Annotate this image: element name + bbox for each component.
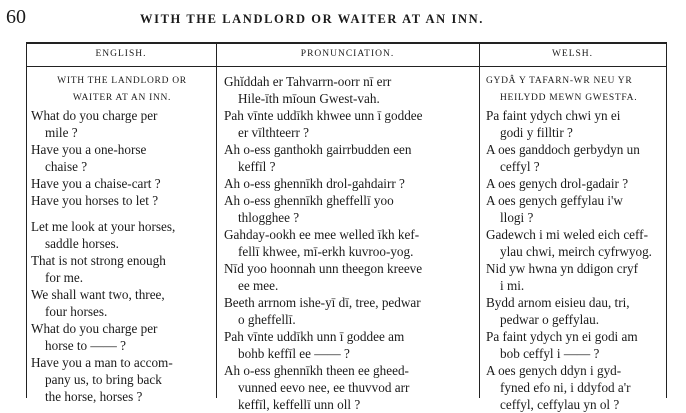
phrase-line: Ghĭddah er Tahvarrn-oorr nī err xyxy=(224,74,392,89)
phrase-line: A oes genych drol-gadair ? xyxy=(486,176,629,191)
page-number: 60 xyxy=(6,6,26,28)
phrase-line: A oes ganddoch gerbydyn un xyxy=(486,142,640,157)
phrase-line: Beeth arrnom ishe-yī dī, tree, pedwar xyxy=(224,295,421,310)
section-heading: WITH THE LANDLORD OR xyxy=(57,76,187,86)
column-rule xyxy=(479,42,480,398)
phrase-line: bob ceffyl i —— ? xyxy=(500,346,600,361)
phrase-line: fyned efo ni, i ddyfod a'r xyxy=(500,380,631,395)
phrase-line: Nīd yoo hoonnah unn theegon kreeve xyxy=(224,261,423,276)
phrase-line: A oes genych geffylau i'w xyxy=(486,193,623,208)
phrase-line: Gahday-ookh ee mee welled īkh kef- xyxy=(224,227,420,242)
column-header-pronunciation: PRONUNCIATION. xyxy=(300,49,395,59)
phrase-line: Have you a man to accom- xyxy=(31,355,173,370)
phrase-line: Hile-īth mīoun Gwest-vah. xyxy=(238,91,380,106)
section-heading: GYDÂ Y TAFARN-WR NEU YR xyxy=(486,76,633,86)
phrase-line: fellī khwee, mī-erkh kuvroo-yog. xyxy=(238,244,414,259)
phrase-line: ylau chwi, meirch cyfrwyog. xyxy=(500,244,652,259)
phrase-line: Pah vīnte uddīkh khwee unn ī goddee xyxy=(224,108,423,123)
phrase-line: o gheffellī. xyxy=(238,312,296,327)
phrase-line: That is not strong enough xyxy=(31,253,166,268)
phrase-line: Ah o-ess ghennīkh theen ee gheed- xyxy=(224,363,409,378)
section-heading: WAITER AT AN INN. xyxy=(72,93,172,103)
phrase-line: What do you charge per xyxy=(31,321,158,336)
phrase-line: ee mee. xyxy=(238,278,279,293)
phrase-line: We shall want two, three, xyxy=(31,287,165,302)
header-rule xyxy=(26,66,666,67)
phrase-line: thlogghee ? xyxy=(238,210,300,225)
phrase-line: keffīl, keffellī unn oll ? xyxy=(238,397,361,412)
phrase-line: Have you a chaise-cart ? xyxy=(31,176,161,191)
column-rule xyxy=(26,42,27,398)
running-head: WITH THE LANDLORD OR WAITER AT AN INN. xyxy=(140,12,484,26)
phrase-line: vunned eevo nee, ee thuvvod arr xyxy=(238,380,410,395)
welsh-column xyxy=(486,73,664,413)
phrase-line: Have you a one-horse xyxy=(31,142,147,157)
phrase-line: chaise ? xyxy=(45,159,88,174)
phrase-line: Pa faint ydych yn ei godi am xyxy=(486,329,638,344)
phrase-line: Pa faint ydych chwi yn ei xyxy=(486,108,621,123)
phrase-line: the horse, horses ? xyxy=(45,389,143,404)
pronunciation-column xyxy=(224,73,476,413)
column-rule xyxy=(666,42,667,398)
phrase-line: i mi. xyxy=(500,278,525,293)
phrase-line: A oes genych ddyn i gyd- xyxy=(486,363,622,378)
english-column xyxy=(31,73,213,405)
phrase-line: Ah o-ess ghennīkh drol-gahdairr ? xyxy=(224,176,405,191)
phrase-table xyxy=(26,42,666,412)
column-header-english: ENGLISH. xyxy=(95,49,147,59)
phrase-line: Pah vīnte uddīkh unn ī goddee am xyxy=(224,329,405,344)
phrase-line: pedwar o geffylau. xyxy=(500,312,599,327)
phrase-line: llogi ? xyxy=(500,210,534,225)
column-rule xyxy=(216,42,217,398)
section-heading: HEILYDD MEWN GWESTFA. xyxy=(500,93,638,103)
phrase-line: mile ? xyxy=(45,125,78,140)
phrase-line: Ah o-ess ganthokh gairrbudden een xyxy=(224,142,412,157)
phrase-line: bohb keffīl ee —— ? xyxy=(238,346,350,361)
column-header-welsh: WELSH. xyxy=(551,49,594,59)
phrase-line: ceffyl ? xyxy=(500,159,540,174)
phrase-line: keffīl ? xyxy=(238,159,276,174)
phrase-line: What do you charge per xyxy=(31,108,158,123)
phrase-line: Nid yw hwna yn ddigon cryf xyxy=(486,261,638,276)
phrase-line: saddle horses. xyxy=(45,236,119,251)
phrase-line: four horses. xyxy=(45,304,108,319)
phrase-line: horse to —— ? xyxy=(45,338,126,353)
phrase-line: Let me look at your horses, xyxy=(31,219,176,234)
phrase-line: Gadewch i mi weled eich ceff- xyxy=(486,227,648,242)
phrase-line: for me. xyxy=(45,270,84,285)
phrase-line: pany us, to bring back xyxy=(45,372,162,387)
phrase-line: Have you horses to let ? xyxy=(31,193,159,208)
phrase-line: er vīlthteerr ? xyxy=(238,125,310,140)
top-rule xyxy=(26,42,666,44)
phrase-line: godi y filltir ? xyxy=(500,125,573,140)
phrase-line: Bydd arnom eisieu dau, tri, xyxy=(486,295,630,310)
phrase-line: ceffyl, ceffylau yn ol ? xyxy=(500,397,620,412)
phrase-line: Ah o-ess ghennīkh gheffellī yoo xyxy=(224,193,394,208)
